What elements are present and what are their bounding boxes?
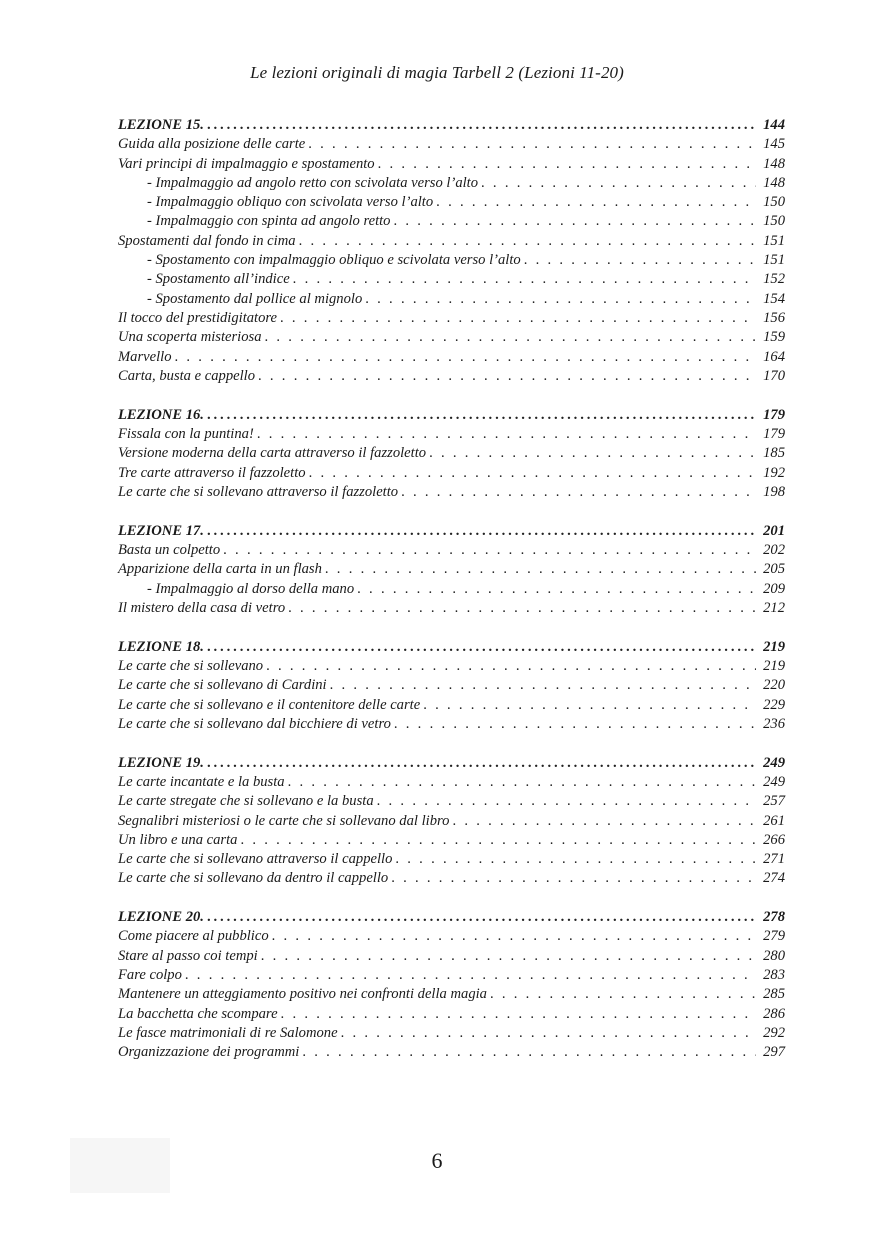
- dot-leader: [378, 155, 756, 174]
- lesson-heading: [118, 638, 785, 657]
- entry-page-number: 212: [763, 599, 785, 616]
- dot-leader: [395, 850, 756, 869]
- entry-title: Le carte che si sollevano attraverso il fazzoletto: [118, 483, 399, 500]
- entry-page-number: 271: [763, 851, 785, 868]
- dot-leader: [377, 792, 756, 811]
- entry-page-number: 148: [763, 174, 785, 191]
- entry-page-number: 151: [763, 252, 785, 269]
- dot-leader: [240, 831, 756, 850]
- entry-page-number: 185: [763, 445, 785, 462]
- lesson-heading: [118, 754, 785, 773]
- dot-leader: [429, 444, 756, 463]
- entry-title: Una scoperta misteriosa: [118, 329, 262, 346]
- entry-title: LEZIONE 20.: [118, 909, 204, 926]
- entry-page-number: 283: [763, 967, 785, 984]
- entry-page-number: 297: [763, 1044, 785, 1061]
- entry-page-number: 278: [763, 909, 785, 926]
- entry-page-number: 274: [763, 870, 785, 887]
- entry-page-number: 257: [763, 793, 785, 810]
- dot-leader: [423, 696, 756, 715]
- entry-page-number: 202: [763, 541, 785, 558]
- entry-page-number: 285: [763, 986, 785, 1003]
- dot-leader: [393, 212, 756, 231]
- toc-section: [118, 638, 785, 734]
- dot-leader: [490, 985, 756, 1004]
- toc-entry: [118, 985, 785, 1004]
- entry-title: - Spostamento all’indice: [147, 271, 290, 288]
- entry-page-number: 292: [763, 1024, 785, 1041]
- toc-entry: [118, 927, 785, 946]
- dot-leader: [265, 328, 756, 347]
- entry-title: Tre carte attraverso il fazzoletto: [118, 464, 306, 481]
- dot-leader: [185, 966, 756, 985]
- toc-subentry: [118, 580, 785, 599]
- dot-leader: [299, 232, 756, 251]
- entry-page-number: 266: [763, 831, 785, 848]
- entry-title: Le carte che si sollevano da dentro il cappello: [118, 870, 389, 887]
- toc-entry: [118, 560, 785, 579]
- entry-page-number: 192: [763, 464, 785, 481]
- entry-title: Marvello: [118, 348, 172, 365]
- lesson-heading: [118, 522, 785, 541]
- entry-page-number: 249: [763, 773, 785, 790]
- entry-title: Il tocco del prestidigitatore: [118, 309, 278, 326]
- entry-page-number: 179: [763, 425, 785, 442]
- dot-leader: [288, 773, 756, 792]
- entry-title: LEZIONE 19.: [118, 754, 204, 771]
- entry-page-number: 148: [763, 155, 785, 172]
- toc-subentry: [118, 193, 785, 212]
- toc-entry: [118, 947, 785, 966]
- entry-page-number: 205: [763, 561, 785, 578]
- entry-title: Un libro e una carta: [118, 831, 238, 848]
- entry-title: - Impalmaggio obliquo con scivolata verso l’alto: [147, 194, 434, 211]
- toc-section: [118, 908, 785, 1062]
- dot-leader: [341, 1024, 756, 1043]
- entry-title: - Impalmaggio ad angolo retto con scivolata verso l’alto: [147, 174, 479, 191]
- toc-entry: [118, 348, 785, 367]
- entry-page-number: 201: [763, 522, 785, 539]
- dot-leader: [394, 715, 756, 734]
- entry-title: Le carte che si sollevano e il contenitore delle carte: [118, 696, 421, 713]
- dot-leader: [257, 425, 756, 444]
- entry-page-number: 219: [763, 657, 785, 674]
- toc-entry: [118, 464, 785, 483]
- toc-section: [118, 754, 785, 889]
- dot-leader: [207, 406, 756, 425]
- dot-leader: [207, 522, 756, 541]
- dot-leader: [308, 135, 756, 154]
- toc-entry: [118, 1024, 785, 1043]
- lesson-heading: [118, 406, 785, 425]
- toc-entry: [118, 657, 785, 676]
- toc-entry: [118, 850, 785, 869]
- dot-leader: [207, 908, 756, 927]
- entry-title: LEZIONE 17.: [118, 522, 204, 539]
- toc-entry: [118, 792, 785, 811]
- entry-title: - Spostamento dal pollice al mignolo: [147, 290, 363, 307]
- entry-page-number: 229: [763, 696, 785, 713]
- entry-title: - Spostamento con impalmaggio obliquo e scivolata verso l’alto: [147, 252, 521, 269]
- table-of-contents: [118, 116, 785, 1082]
- entry-title: Le carte che si sollevano di Cardini: [118, 677, 327, 694]
- dot-leader: [258, 367, 756, 386]
- entry-page-number: 144: [763, 117, 785, 133]
- entry-title: Le fasce matrimoniali di re Salomone: [118, 1024, 338, 1041]
- dot-leader: [207, 638, 756, 657]
- dot-leader: [280, 309, 756, 328]
- dot-leader: [281, 1005, 756, 1024]
- entry-page-number: 179: [763, 406, 785, 423]
- entry-page-number: 286: [763, 1005, 785, 1022]
- entry-title: - Impalmaggio al dorso della mano: [147, 580, 355, 597]
- toc-entry: [118, 869, 785, 888]
- entry-title: Vari principi di impalmaggio e spostamento: [118, 155, 375, 172]
- entry-page-number: 150: [763, 213, 785, 230]
- entry-page-number: 209: [763, 580, 785, 597]
- entry-page-number: 220: [763, 677, 785, 694]
- entry-title: LEZIONE 16.: [118, 406, 204, 423]
- dot-leader: [481, 174, 756, 193]
- entry-title: Stare al passo coi tempi: [118, 947, 258, 964]
- entry-page-number: 170: [763, 367, 785, 384]
- entry-title: Le carte che si sollevano: [118, 657, 264, 674]
- entry-title: LEZIONE 18.: [118, 638, 204, 655]
- dot-leader: [357, 580, 756, 599]
- entry-title: Basta un colpetto: [118, 541, 221, 558]
- dot-leader: [401, 483, 756, 502]
- toc-entry: [118, 773, 785, 792]
- toc-entry: [118, 367, 785, 386]
- page-number: 6: [431, 1148, 443, 1173]
- toc-entry: [118, 812, 785, 831]
- toc-entry: [118, 309, 785, 328]
- toc-entry: [118, 328, 785, 347]
- entry-page-number: 145: [763, 136, 785, 153]
- toc-entry: [118, 966, 785, 985]
- toc-entry: [118, 1043, 785, 1062]
- toc-entry: [118, 232, 785, 251]
- entry-title: Mantenere un atteggiamento positivo nei confronti della magia: [118, 986, 487, 1003]
- entry-title: Le carte incantate e la busta: [118, 773, 285, 790]
- dot-leader: [365, 290, 756, 309]
- toc-entry: [118, 831, 785, 850]
- toc-subentry: [118, 270, 785, 289]
- toc-entry: [118, 541, 785, 560]
- dot-leader: [175, 348, 757, 367]
- entry-page-number: 159: [763, 329, 785, 346]
- toc-entry: [118, 599, 785, 618]
- dot-leader: [293, 270, 756, 289]
- toc-entry: [118, 425, 785, 444]
- toc-entry: [118, 135, 785, 154]
- entry-page-number: 152: [763, 271, 785, 288]
- toc-entry: [118, 715, 785, 734]
- dot-leader: [288, 599, 756, 618]
- toc-entry: [118, 1005, 785, 1024]
- toc-entry: [118, 696, 785, 715]
- dot-leader: [309, 464, 756, 483]
- toc-entry: [118, 155, 785, 174]
- entry-title: Apparizione della carta in un flash: [118, 561, 322, 578]
- dot-leader: [436, 193, 756, 212]
- entry-page-number: 236: [763, 715, 785, 732]
- lesson-heading: [118, 908, 785, 927]
- entry-title: Le carte stregate che si sollevano e la busta: [118, 793, 374, 810]
- toc-subentry: [118, 251, 785, 270]
- entry-title: Il mistero della casa di vetro: [118, 599, 286, 616]
- toc-subentry: [118, 174, 785, 193]
- entry-page-number: 249: [763, 754, 785, 771]
- entry-page-number: 279: [763, 928, 785, 945]
- entry-page-number: 151: [763, 232, 785, 249]
- entry-title: Segnalibri misteriosi o le carte che si sollevano dal libro: [118, 812, 450, 829]
- lesson-heading: [118, 116, 785, 135]
- entry-page-number: 154: [763, 290, 785, 307]
- dot-leader: [391, 869, 756, 888]
- entry-title: Guida alla posizione delle carte: [118, 136, 306, 153]
- toc-entry: [118, 676, 785, 695]
- entry-title: Le carte che si sollevano dal bicchiere di vetro: [118, 715, 391, 732]
- entry-title: - Impalmaggio con spinta ad angolo retto: [147, 213, 391, 230]
- entry-page-number: 261: [763, 812, 785, 829]
- running-head: Le lezioni originali di magia Tarbell 2 (Lezioni 11-20): [250, 63, 624, 82]
- entry-page-number: 198: [763, 483, 785, 500]
- entry-title: Organizzazione dei programmi: [118, 1044, 300, 1061]
- entry-page-number: 150: [763, 194, 785, 211]
- dot-leader: [207, 754, 756, 773]
- dot-leader: [330, 676, 756, 695]
- entry-title: Fare colpo: [118, 967, 182, 984]
- toc-section: [118, 406, 785, 502]
- dot-leader: [207, 116, 756, 135]
- dot-leader: [325, 560, 756, 579]
- entry-title: Versione moderna della carta attraverso il fazzoletto: [118, 445, 427, 462]
- entry-page-number: 164: [763, 348, 785, 365]
- toc-entry: [118, 483, 785, 502]
- toc-subentry: [118, 290, 785, 309]
- toc-entry: [118, 444, 785, 463]
- dot-leader: [452, 812, 756, 831]
- entry-title: Spostamenti dal fondo in cima: [118, 232, 296, 249]
- entry-title: La bacchetta che scompare: [118, 1005, 278, 1022]
- entry-page-number: 280: [763, 947, 785, 964]
- toc-subentry: [118, 212, 785, 231]
- entry-title: Fissala con la puntina!: [118, 425, 254, 442]
- toc-section: [118, 522, 785, 618]
- dot-leader: [261, 947, 756, 966]
- toc-section: [118, 116, 785, 386]
- entry-title: Carta, busta e cappello: [118, 367, 256, 384]
- entry-page-number: 156: [763, 309, 785, 326]
- dot-leader: [302, 1043, 756, 1062]
- entry-page-number: 219: [763, 638, 785, 655]
- dot-leader: [223, 541, 756, 560]
- entry-title: Come piacere al pubblico: [118, 928, 269, 945]
- dot-leader: [266, 657, 756, 676]
- entry-title: Le carte che si sollevano attraverso il cappello: [118, 851, 393, 868]
- entry-title: LEZIONE 15.: [118, 117, 204, 133]
- dot-leader: [272, 927, 756, 946]
- dot-leader: [524, 251, 756, 270]
